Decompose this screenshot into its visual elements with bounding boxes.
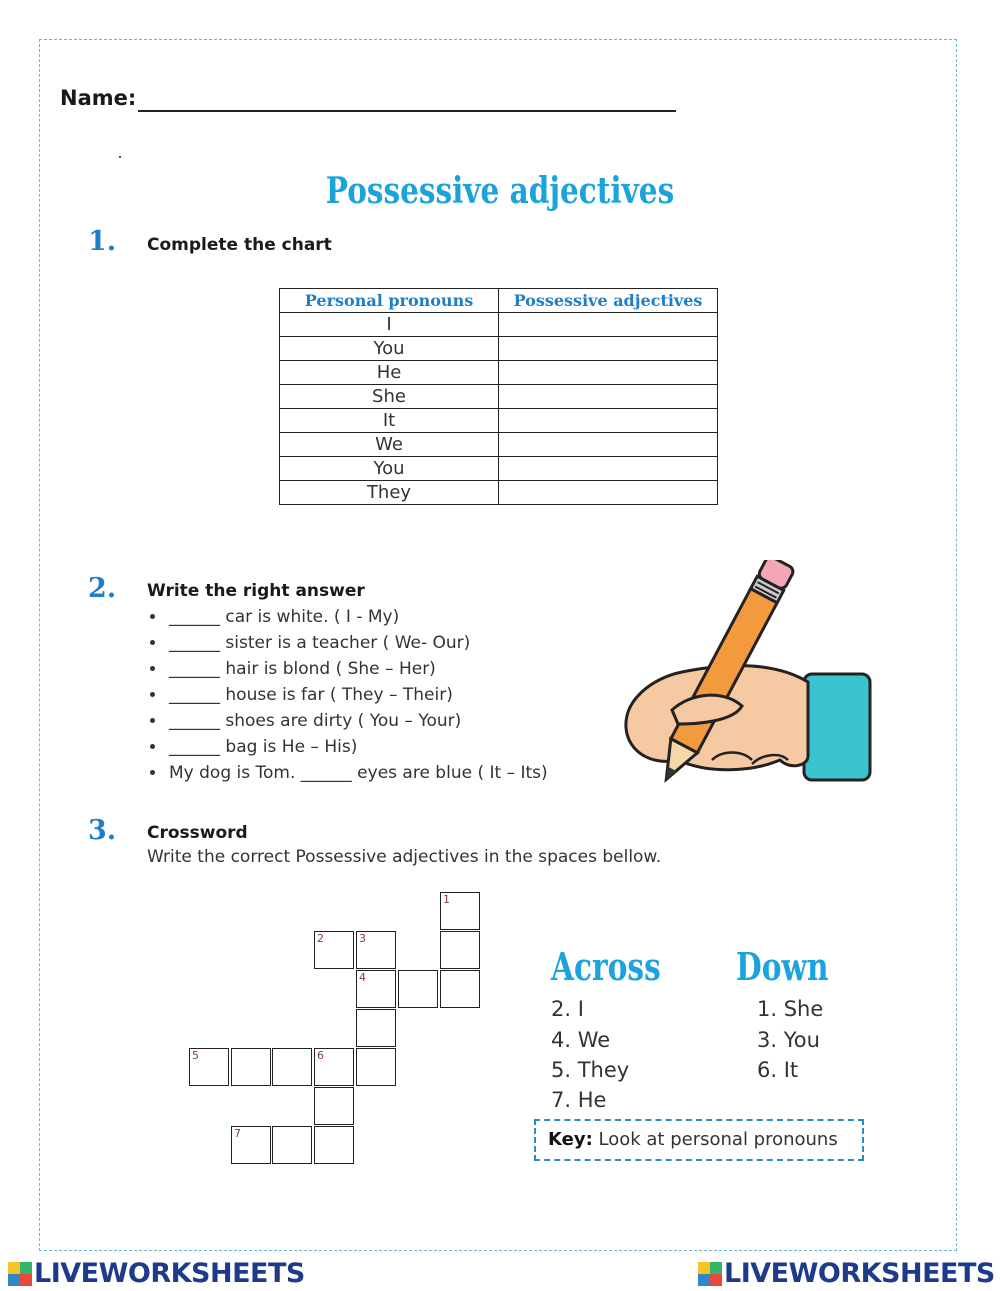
section-1-heading: Complete the chart <box>147 235 332 255</box>
chart-answer-cell[interactable] <box>499 385 718 409</box>
chart-answer-cell[interactable] <box>499 337 718 361</box>
crossword-cell[interactable] <box>231 1126 271 1164</box>
list-item[interactable]: • ______ car is white. ( I - My) <box>167 604 548 630</box>
list-item[interactable]: • My dog is Tom. ______ eyes are blue ( It – Its) <box>167 760 548 786</box>
chart-pronoun-cell: I <box>280 313 499 337</box>
list-item[interactable]: • ______ hair is blond ( She – Her) <box>167 656 548 682</box>
across-clue: 4. We <box>551 1028 611 1052</box>
down-title: Down <box>736 944 829 989</box>
page-title: Possessive adjectives <box>325 170 675 212</box>
stray-dot <box>119 156 121 158</box>
crossword-cell[interactable] <box>272 1048 312 1086</box>
crossword-cell[interactable] <box>356 1048 396 1086</box>
crossword-cell[interactable] <box>356 931 396 969</box>
chart-answer-cell[interactable] <box>499 313 718 337</box>
chart-answer-cell[interactable] <box>499 481 718 505</box>
clue-number: 6 <box>317 1049 324 1062</box>
key-label: Key: <box>548 1129 593 1150</box>
down-clue: 6. It <box>757 1058 799 1082</box>
clue-number: 1 <box>443 893 450 906</box>
section-2-number: 2. <box>88 573 117 604</box>
chart-answer-cell[interactable] <box>499 457 718 481</box>
section-3-number: 3. <box>88 815 117 846</box>
clue-number: 3 <box>359 932 366 945</box>
section-2-heading: Write the right answer <box>147 581 365 601</box>
chart-pronoun-cell: They <box>280 481 499 505</box>
across-title: Across <box>551 944 661 989</box>
across-clue: 7. He <box>551 1088 607 1112</box>
crossword-cell[interactable] <box>356 970 396 1008</box>
section-1-number: 1. <box>88 226 117 257</box>
section-3-instruction: Write the correct Possessive adjectives in the spaces bellow. <box>147 847 662 867</box>
chart-header-personal: Personal pronouns <box>280 289 499 313</box>
crossword-cell[interactable] <box>356 1009 396 1047</box>
brand-grid-icon <box>8 1262 32 1286</box>
list-item[interactable]: • ______ shoes are dirty ( You – Your) <box>167 708 548 734</box>
crossword-cell[interactable] <box>231 1048 271 1086</box>
crossword-cell[interactable] <box>189 1048 229 1086</box>
chart-pronoun-cell: He <box>280 361 499 385</box>
chart-answer-cell[interactable] <box>499 361 718 385</box>
clue-number: 5 <box>192 1049 199 1062</box>
chart-header-possessive: Possessive adjectives <box>499 289 718 313</box>
crossword-cell[interactable] <box>314 1126 354 1164</box>
chart-pronoun-cell: We <box>280 433 499 457</box>
crossword-cell[interactable] <box>398 970 438 1008</box>
brand-name: LIVEWORKSHEETS <box>724 1258 995 1289</box>
chart-answer-cell[interactable] <box>499 409 718 433</box>
across-clue: 2. I <box>551 997 584 1021</box>
section-3-heading: Crossword <box>147 823 248 843</box>
list-item[interactable]: • ______ sister is a teacher ( We- Our) <box>167 630 548 656</box>
down-clue: 3. You <box>757 1028 820 1052</box>
down-clue: 1. She <box>757 997 824 1021</box>
chart-pronoun-cell: It <box>280 409 499 433</box>
name-label: Name: <box>60 86 137 110</box>
hand-writing-pencil-illustration <box>612 560 900 796</box>
clue-number: 2 <box>317 932 324 945</box>
crossword-cell[interactable] <box>440 931 480 969</box>
chart-answer-cell[interactable] <box>499 433 718 457</box>
key-hint-box <box>534 1119 864 1161</box>
crossword-cell[interactable] <box>314 1087 354 1125</box>
brand-grid-icon <box>698 1262 722 1286</box>
clue-number: 4 <box>359 971 366 984</box>
crossword-cell[interactable] <box>314 931 354 969</box>
chart-pronoun-cell: You <box>280 337 499 361</box>
name-input-line[interactable] <box>138 110 676 112</box>
pronoun-chart <box>279 288 718 505</box>
clue-number: 7 <box>234 1127 241 1140</box>
crossword-cell[interactable] <box>272 1126 312 1164</box>
crossword-cell[interactable] <box>440 970 480 1008</box>
across-clue: 5. They <box>551 1058 630 1082</box>
crossword-cell[interactable] <box>314 1048 354 1086</box>
brand-logo-left <box>8 1258 305 1289</box>
list-item[interactable]: • ______ bag is He – His) <box>167 734 548 760</box>
brand-name: LIVEWORKSHEETS <box>34 1258 305 1289</box>
crossword-cell[interactable] <box>440 892 480 930</box>
list-item[interactable]: • ______ house is far ( They – Their) <box>167 682 548 708</box>
key-text: Look at personal pronouns <box>598 1129 838 1150</box>
chart-pronoun-cell: She <box>280 385 499 409</box>
chart-pronoun-cell: You <box>280 457 499 481</box>
brand-logo-right <box>698 1258 995 1289</box>
answer-list <box>147 604 548 786</box>
